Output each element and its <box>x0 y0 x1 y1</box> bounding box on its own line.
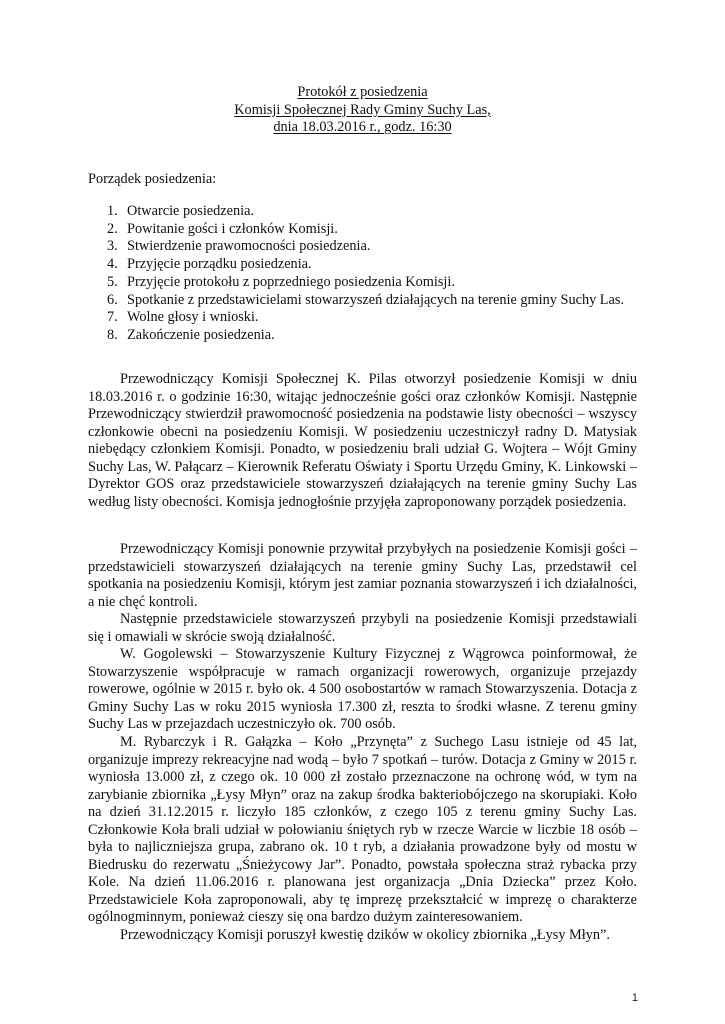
agenda-item-text: Przyjęcie protokołu z poprzedniego posiedzenia Komisji. <box>127 273 455 290</box>
paragraph-introductions: Następnie przedstawiciele stowarzyszeń przybyli na posiedzenie Komisji przedstawiali się i omawiali w skrócie swoją działalność. <box>88 611 637 645</box>
paragraph-wild-boars: Przewodniczący Komisji poruszył kwestię dzików w okolicy zbiornika „Łysy Młyn”. <box>120 927 610 944</box>
agenda-item-number: 4. <box>107 256 118 273</box>
agenda-heading: Porządek posiedzenia: <box>88 171 217 187</box>
agenda-item <box>107 256 624 274</box>
agenda-item-number: 8. <box>107 326 118 343</box>
agenda-item <box>107 238 624 256</box>
agenda-item-text: Powitanie gości i członków Komisji. <box>127 220 338 237</box>
title-line-3: dnia 18.03.2016 r., godz. 16:30 <box>273 119 452 135</box>
agenda-item-text: Stwierdzenie prawomocności posiedzenia. <box>127 238 371 255</box>
agenda-item-text: Spotkanie z przedstawicielami stowarzyszeń działających na terenie gminy Suchy Las. <box>127 291 625 308</box>
title-line-1: Protokół z posiedzenia <box>297 84 428 100</box>
agenda-item-number: 5. <box>107 273 118 290</box>
agenda-item-text: Przyjęcie porządku posiedzenia. <box>127 256 312 273</box>
paragraph-opening: Przewodniczący Komisji Społecznej K. Pilas otworzył posiedzenie Komisji w dniu 18.03.2016 r. o godzinie 16:30, witając jednocześnie gości oraz członków Komisji. Następnie Przewodniczący stwierdził prawomocność posiedzenia na podstawie listy obecności – wszyscy członkowie obecni na posiedzeniu Komisji. W posiedzeniu uczestniczył radny D. Matysiak niebędący członkiem Komisji. Ponadto, w posiedzeniu brali udział G. Wojtera – Wójt Gminy Suchy Las, W. Pałącarz – Kierownik Referatu Oświaty i Sportu Urzędu Gminy, K. Linkowski – Dyrektor GOS oraz przedstawiciele stowarzyszeń działających na terenie gminy Suchy Las według listy obecności. Komisja jednogłośnie przyjęła zaproponowany porządek posiedzenia. <box>88 371 637 510</box>
document-title <box>0 84 725 137</box>
agenda-item <box>107 309 624 327</box>
title-line-2: Komisji Społecznej Rady Gminy Suchy Las, <box>234 101 491 118</box>
paragraph-welcome: Przewodniczący Komisji ponownie przywitał przybyłych na posiedzenie Komisji gości – przedstawicieli stowarzyszeń działających na terenie gminy Suchy Las, przedstawił cel spotkania na posiedzeniu Komisji, którym jest zamiar poznania stowarzyszeń i ich działalności, a nie chęć kontroli. <box>88 541 637 610</box>
agenda-item <box>107 292 624 310</box>
agenda-item-number: 1. <box>107 203 118 219</box>
paragraph-gogolewski: W. Gogolewski – Stowarzyszenie Kultury Fizycznej z Wągrowca poinformował, że Stowarzyszenie współpracuje w ramach organizacji rowerowych, organizuje przejazdy rowerowe, ogólnie w 2015 r. było ok. 4 500 osobostartów w ramach Stowarzyszenia. Dotacja z Gminy Suchy Las w roku 2015 wyniosła 17.300 zł, reszta to środki własne. Z terenu gminy Suchy Las w przejazdach uczestniczyło ok. 700 osób. <box>88 646 637 733</box>
page-number: 1 <box>631 992 638 1004</box>
agenda-item-number: 7. <box>107 309 118 326</box>
agenda-item-text: Wolne głosy i wnioski. <box>127 309 259 326</box>
agenda-item-text: Zakończenie posiedzenia. <box>127 326 275 343</box>
agenda-item-number: 6. <box>107 291 118 308</box>
agenda-item <box>107 203 624 221</box>
opening-section <box>88 371 637 511</box>
agenda-list <box>107 203 624 345</box>
paragraph-przyneta: M. Rybarczyk i R. Gałązka – Koło „Przynęta” z Suchego Lasu istnieje od 45 lat, organizuje imprezy rekreacyjne nad wodą – było 7 spotkań – turów. Dotacja z Gminy w 2015 r. wyniosła 13.000 zł, z czego ok. 10 000 zł zostało przeznaczone na ochronę wód, w tym na zarybianie zbiornika „Łysy Młyn” oraz na zakup środka bakteriobójczego na skorupiaki. Koło na dzień 31.12.2015 r. liczyło 185 członków, z czego 105 z terenu gminy Suchy Las. Członkowie Koła brali udział w połowianiu śniętych ryb w rzecze Warcie w liczbie 18 osób – była to najliczniejsza grupa, zabrano ok. 10 t ryb, a działania prowadzone były od mostu w Biedrusku do rezerwatu „Śnieżycowy Jar”. Ponadto, powstała społeczna straż rybacka przy Kole. Na dzień 11.06.2016 r. planowana jest organizacja „Dnia Dziecka” przez Koło. Przedstawiciele Koła zaproponowali, aby tę imprezę przekształcić w imprezę o charakterze ogólnogminnym, ponieważ cieszy się ona bardzo dużym zainteresowaniem. <box>88 734 637 926</box>
associations-section <box>88 541 637 945</box>
agenda-item-text: Otwarcie posiedzenia. <box>127 203 255 219</box>
agenda-item-number: 3. <box>107 238 118 255</box>
agenda-item-number: 2. <box>107 220 118 237</box>
agenda-item <box>107 274 624 292</box>
agenda-item <box>107 221 624 239</box>
agenda-item <box>107 327 624 345</box>
